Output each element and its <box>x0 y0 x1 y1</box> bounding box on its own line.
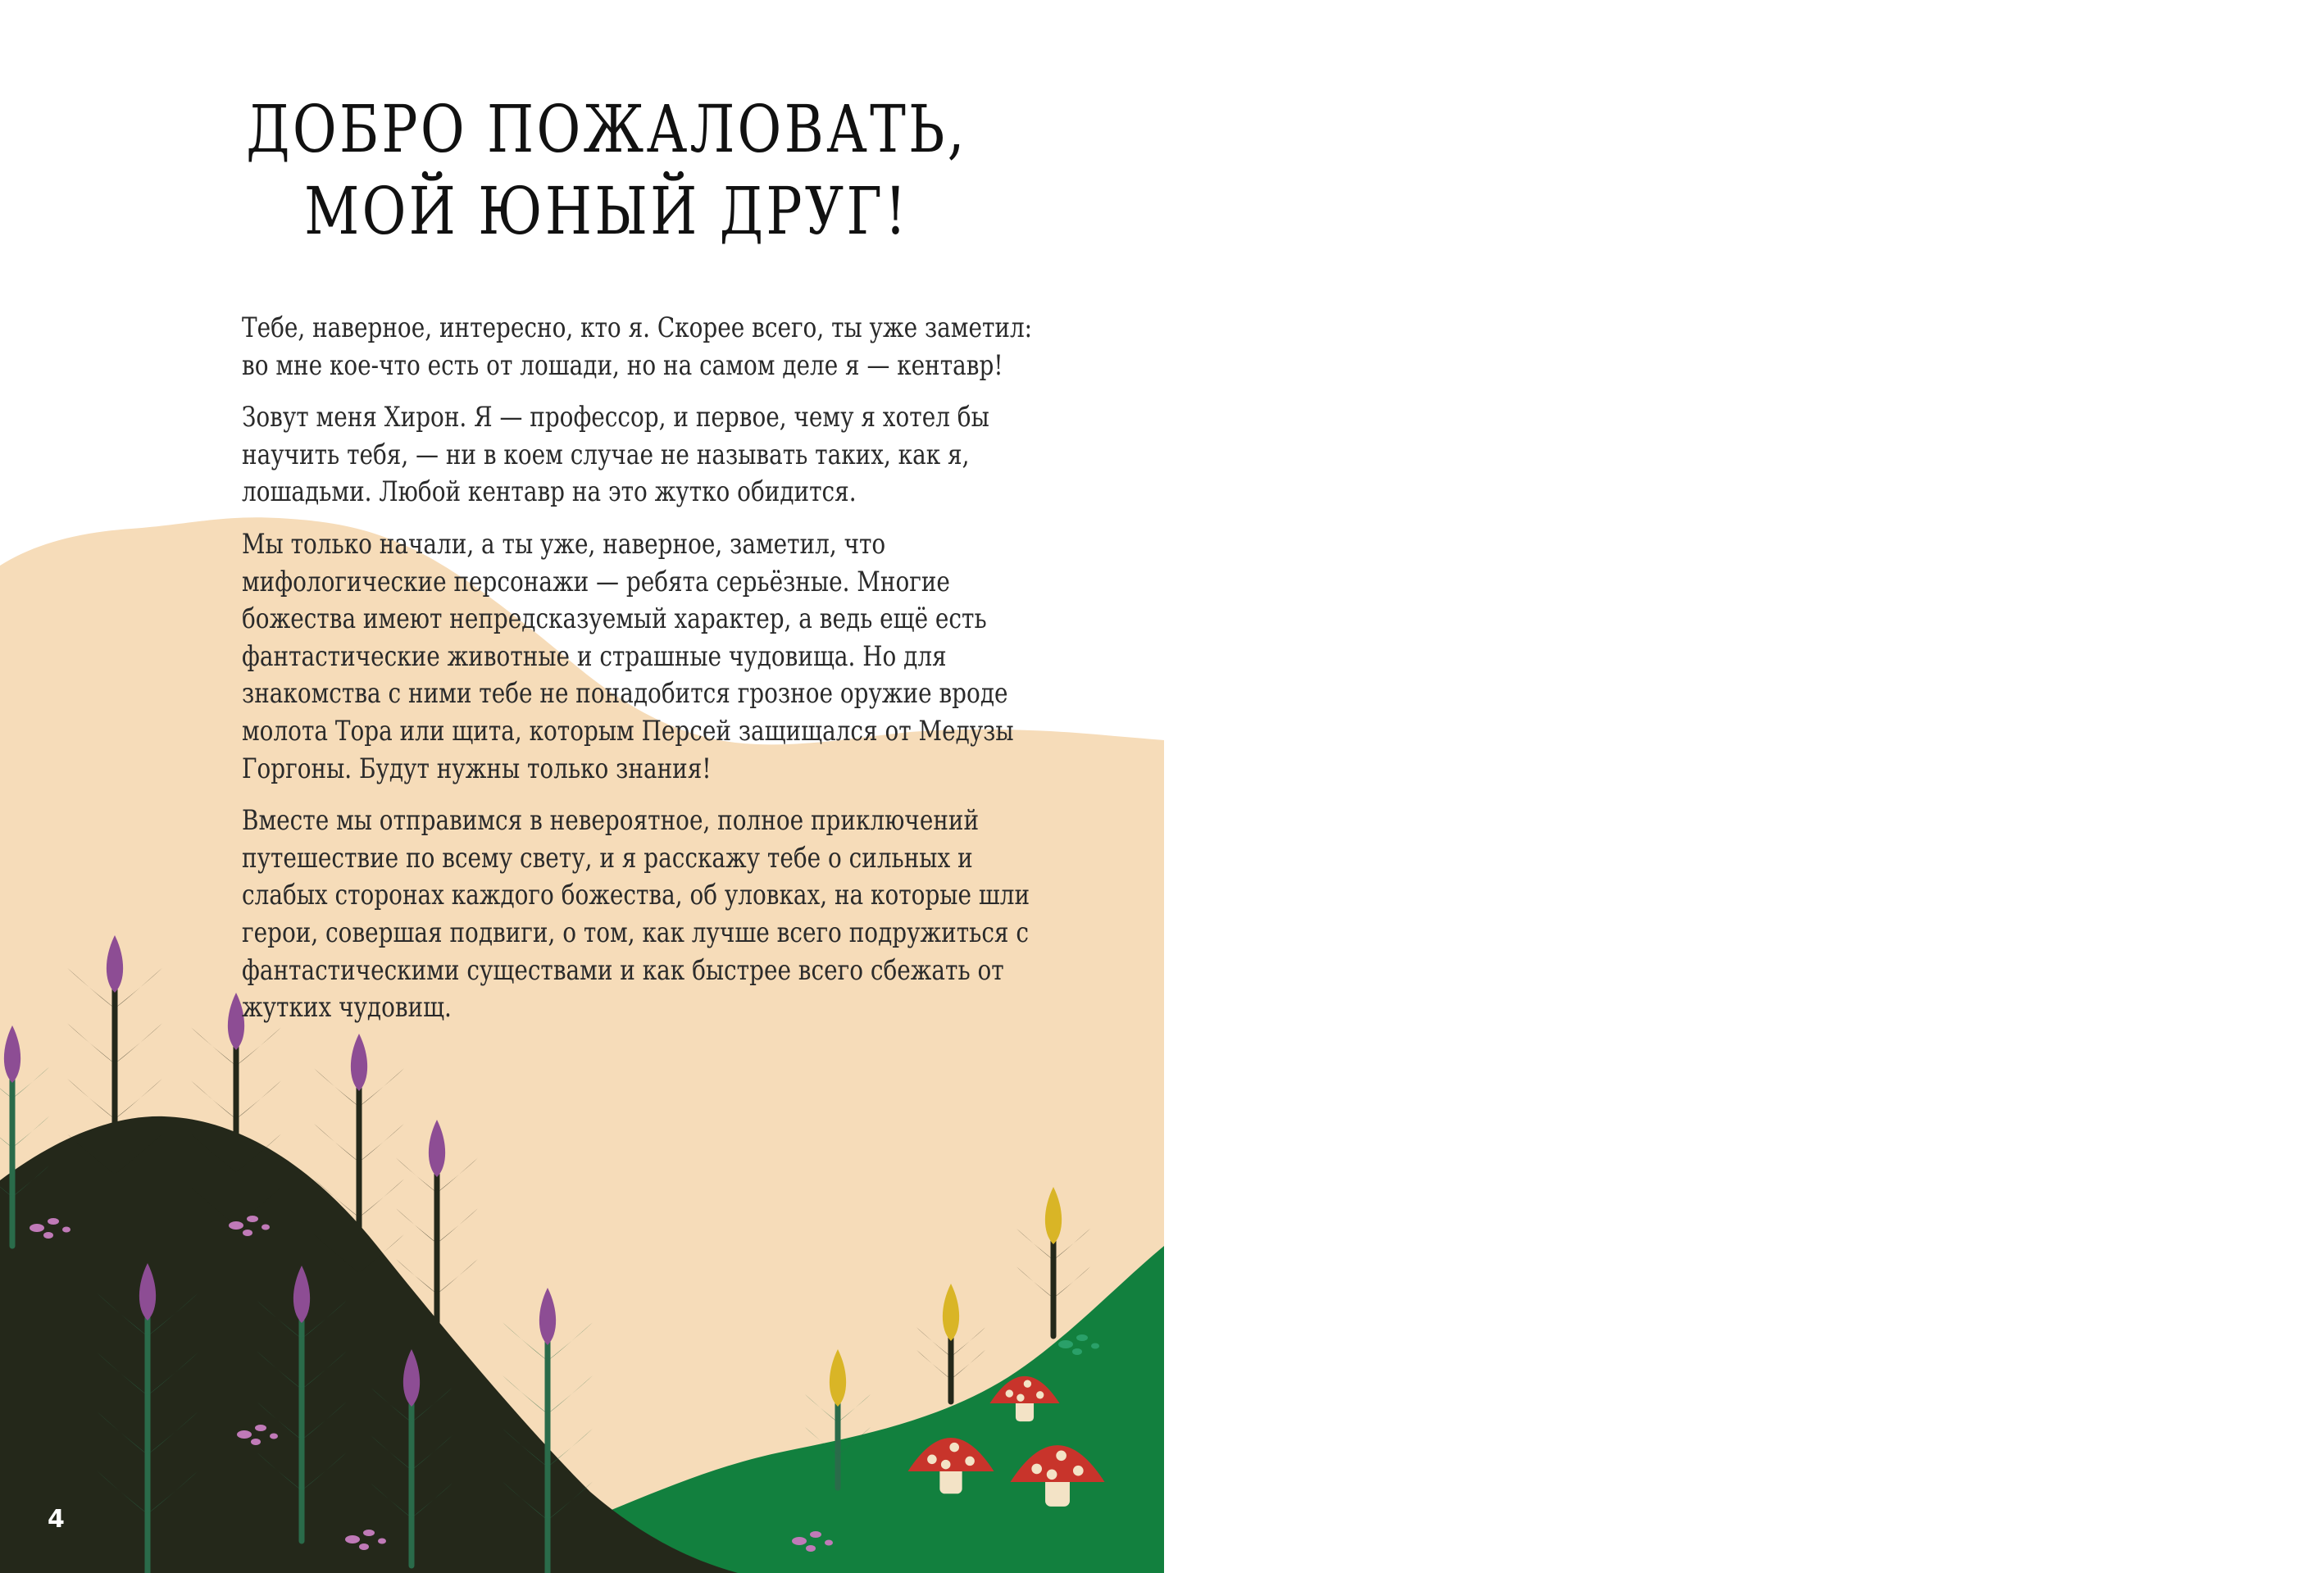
pebble <box>237 1430 252 1439</box>
paragraph-journey: Вместе мы отправимся в невероятное, полное приключений путешествие по всему свету, и я расскажу тебе о сильных и слабых сторонах каждого божества, об уловках, на которые шли герои, совершая подвиги, о том, как лучше всего подружиться с фантастическими существами и как быстрее всего сбежать от жутких чудовищ. <box>242 804 1030 1025</box>
body-text <box>242 310 1042 1042</box>
pebble <box>806 1545 816 1552</box>
title-line-2: МОЙ ЮНЫЙ ДРУГ! <box>304 173 909 249</box>
mushroom-spot <box>1073 1466 1084 1476</box>
pebble <box>270 1434 278 1439</box>
pebble <box>229 1221 243 1230</box>
pebble <box>62 1227 70 1233</box>
mushroom-spot <box>941 1460 951 1470</box>
pebble <box>1058 1340 1073 1348</box>
pebble <box>363 1530 375 1536</box>
pebble <box>243 1230 252 1236</box>
mushroom-spot <box>1006 1389 1013 1397</box>
paragraph-intro: Тебе, наверное, интересно, кто я. Скорее всего, ты уже заметил: во мне кое-что есть от лошади, но на самом деле я — кентавр! <box>242 311 1033 382</box>
pebble <box>359 1543 369 1550</box>
title-line-1: ДОБРО ПОЖАЛОВАТЬ, <box>246 91 967 167</box>
pebble <box>1076 1334 1088 1341</box>
paragraph-chiron: Зовут меня Хирон. Я — профессор, и первое, чему я хотел бы научить тебя, — ни в коем случае не называть таких, как я, лошадьми. Любой кентавр на это жутко обидится. <box>242 401 989 509</box>
pebble <box>825 1540 833 1546</box>
mushroom-spot <box>927 1455 937 1465</box>
mushroom-spot <box>949 1443 959 1453</box>
pebble <box>48 1218 59 1225</box>
pebble <box>43 1232 53 1239</box>
mushroom-spot <box>1056 1450 1066 1461</box>
pebble <box>792 1537 807 1545</box>
pebble <box>345 1535 360 1543</box>
mushroom-spot <box>1024 1380 1031 1388</box>
mushroom-spot <box>1036 1391 1044 1398</box>
pebble <box>255 1425 266 1431</box>
pebble <box>251 1439 261 1445</box>
mushroom-spot <box>1031 1464 1042 1475</box>
pebble <box>247 1216 258 1222</box>
paragraph-mythology: Мы только начали, а ты уже, наверное, заметил, что мифологические персонажи — ребята серьёзные. Многие божества имеют непредсказуемый характер, а ведь ещё есть фантастические животные и страшные чудовища. Но для знакомства с ними тебе не понадобится грозное оружие вроде молота Тора или щита, которым Персей защищался от Медузы Горгоны. Будут нужны только знания! <box>242 527 1014 785</box>
page-number: 4 <box>48 1505 65 1534</box>
pebble <box>1072 1348 1082 1355</box>
pebble <box>1091 1343 1099 1349</box>
mushroom-spot <box>1047 1469 1057 1480</box>
mushroom-spot <box>1016 1394 1024 1402</box>
mushroom-spot <box>965 1457 975 1466</box>
page-title <box>109 89 1104 252</box>
pebble <box>810 1531 821 1538</box>
pebble <box>378 1539 386 1544</box>
pebble <box>30 1224 44 1232</box>
pebble <box>262 1225 270 1230</box>
